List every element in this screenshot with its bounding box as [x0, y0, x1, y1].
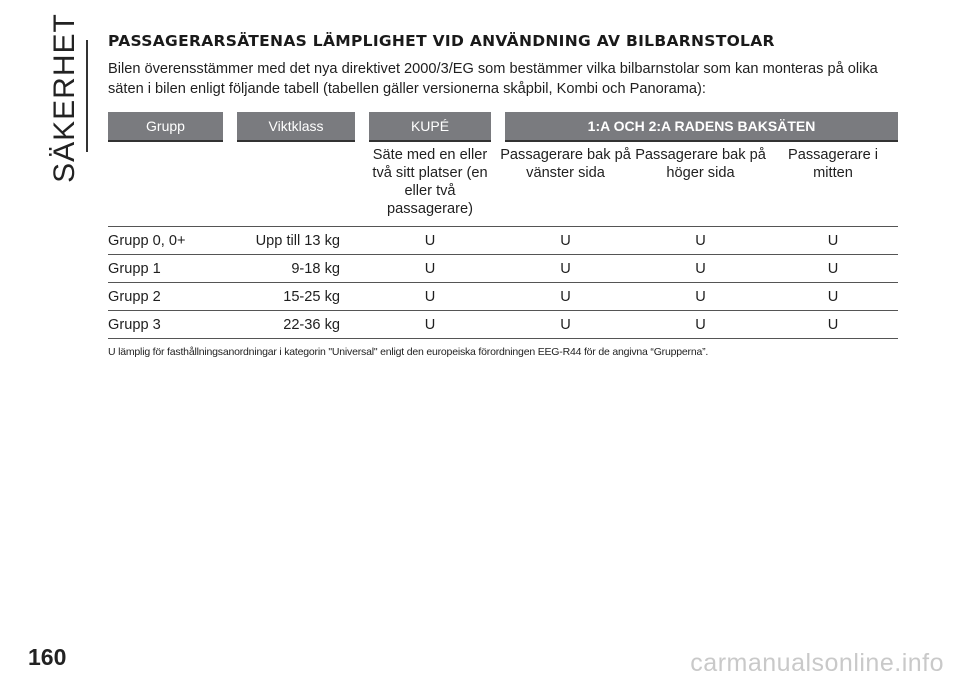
- table-row: [108, 255, 898, 283]
- cell-grupp: Grupp 0, 0+: [108, 227, 230, 255]
- cell-value: U: [768, 255, 898, 283]
- section-divider: [86, 40, 88, 152]
- cell-value: U: [498, 255, 633, 283]
- cell-value: U: [498, 227, 633, 255]
- subheader-rear-right: Passagerare bak på höger sida: [633, 141, 768, 227]
- cell-value: U: [362, 283, 498, 311]
- table-subheader-row: [108, 141, 898, 227]
- cell-value: U: [768, 227, 898, 255]
- header-kupe: KUPÉ: [362, 112, 498, 141]
- cell-value: U: [633, 283, 768, 311]
- watermark: carmanualsonline.info: [690, 649, 944, 677]
- table-row: [108, 311, 898, 339]
- cell-value: U: [498, 311, 633, 339]
- cell-value: U: [362, 227, 498, 255]
- cell-vikt: 15-25 kg: [230, 283, 362, 311]
- cell-vikt: Upp till 13 kg: [230, 227, 362, 255]
- cell-value: U: [633, 255, 768, 283]
- cell-vikt: 22-36 kg: [230, 311, 362, 339]
- cell-value: U: [768, 283, 898, 311]
- section-tab-label: SÄKERHET: [48, 13, 81, 183]
- cell-grupp: Grupp 2: [108, 283, 230, 311]
- cell-value: U: [633, 227, 768, 255]
- header-baksaten: 1:A OCH 2:A RADENS BAKSÄTEN: [498, 112, 898, 141]
- page-heading: PASSAGERARSÄTENAS LÄMPLIGHET VID ANVÄNDNING AV BILBARNSTOLAR: [108, 32, 775, 50]
- table-row: [108, 283, 898, 311]
- intro-paragraph: Bilen överensstämmer med det nya direktivet 2000/3/EG som bestämmer vilka bilbarnstolar som kan monteras på olika säten i bilen enligt följande tabell (tabellen gäller versionerna skåpbil, Kombi och Panorama):: [108, 61, 878, 97]
- table-row: [108, 227, 898, 255]
- cell-vikt: 9-18 kg: [230, 255, 362, 283]
- table-header-row: [108, 112, 898, 141]
- cell-grupp: Grupp 3: [108, 311, 230, 339]
- subheader-kupe-seat: Säte med en eller två sitt platser (en eller två passagerare): [362, 141, 498, 227]
- subheader-empty: [230, 141, 362, 227]
- table-footnote: U lämplig för fasthållningsanordningar i kategorin "Universal" enligt den europeiska förordningen EEG-R44 för de angivna “Grupperna”.: [108, 346, 709, 358]
- page-number: 160: [28, 644, 67, 670]
- cell-value: U: [362, 255, 498, 283]
- page-content: [108, 32, 898, 358]
- section-tab: [48, 13, 81, 183]
- subheader-rear-middle: Passagerare i mitten: [768, 141, 898, 227]
- header-viktklass: Viktklass: [230, 112, 362, 141]
- cell-value: U: [498, 283, 633, 311]
- cell-value: U: [362, 311, 498, 339]
- cell-value: U: [768, 311, 898, 339]
- cell-grupp: Grupp 1: [108, 255, 230, 283]
- subheader-empty: [108, 141, 230, 227]
- subheader-rear-left: Passagerare bak på vänster sida: [498, 141, 633, 227]
- header-grupp: Grupp: [108, 112, 230, 141]
- child-seat-table: [108, 112, 898, 339]
- cell-value: U: [633, 311, 768, 339]
